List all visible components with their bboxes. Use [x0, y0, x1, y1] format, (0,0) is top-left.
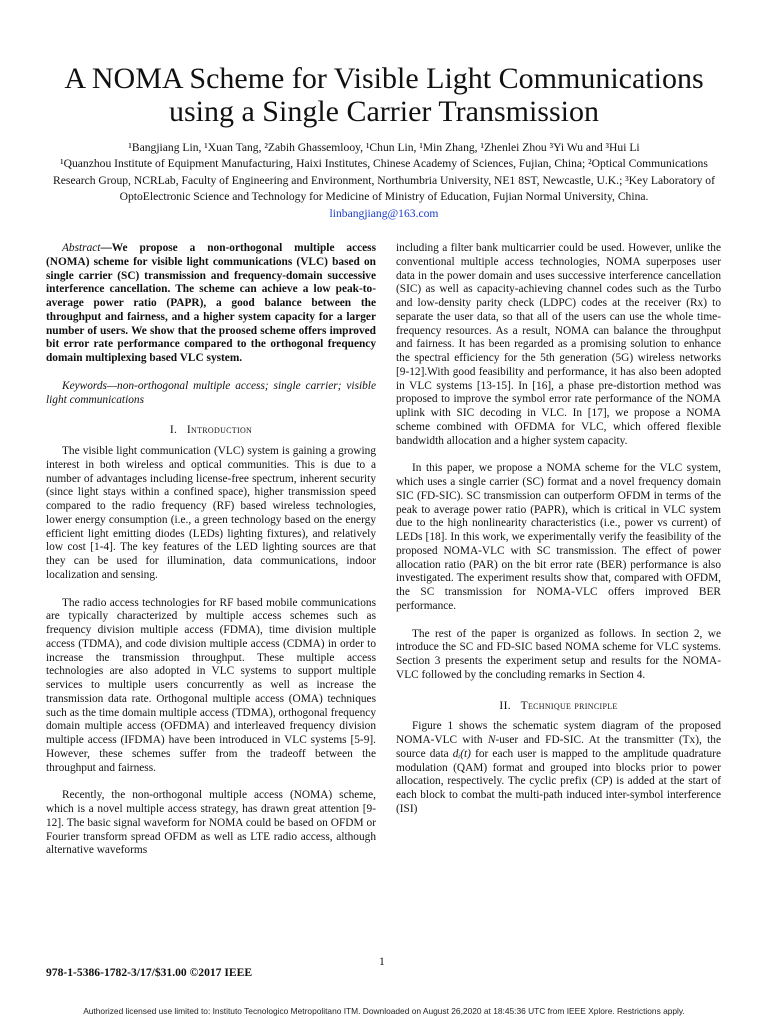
- isbn-footer: 978-1-5386-1782-3/17/$31.00 ©2017 IEEE: [46, 966, 253, 979]
- intro-paragraph-2: The radio access technologies for RF based mobile communications are typically characterized by multiple access schemes such as frequency division multiple access (FDMA), time division multiple access (TDMA), and code division multiple access (CDMA) in order to increase the transmission throughput. These multiple access technologies are also adopted in VLC systems to support multiple services to multiple users concurrently as well as increase the transmission data rate. Orthogonal multiple access (OMA) techniques such as the time domain multiple access (TDMA), orthogonal frequency domain multiple access (OFDMA) and interleaved frequency division multiple access (IFDMA) have been introduced in VLC systems [5-9]. However, these schemes suffer from the tradeoff between the throughput and fairness.: [46, 596, 376, 774]
- technique-paragraph-1: Figure 1 shows the schematic system diagram of the proposed NOMA-VLC with N-user and FD-SIC. At the transmitter (Tx), the source data dᵢ(t) for each user is mapped to the amplitude quadrature modulation (QAM) format and grouped into blocks prior to power allocation, respectively. The cyclic prefix (CP) is added at the start of each block to combat the multi-path induced inter-symbol interference (ISI): [396, 720, 722, 815]
- abstract-label: Abstract: [62, 242, 101, 254]
- abstract-text: —We propose a non-orthogonal multiple access (NOMA) scheme for visible light communications (VLC) based on single carrier (SC) transmission and frequency-domain successive interference cancellation. The scheme can achieve a low peak-to-average power ratio (PAPR), a good balance between the throughput and fairness, and a higher system capacity for a larger number of users. We show that the proosed scheme offers improved bit error rate performance compared to the orthogonal frequency domain multiplexing based VLC system.: [46, 242, 376, 364]
- intro-paragraph-6: The rest of the paper is organized as follows. In section 2, we introduce the SC and FD-SIC based NOMA scheme for VLC systems. Section 3 presents the experiment setup and results for the NOMA-VLC followed by the concluding remarks in Section 4.: [396, 627, 721, 681]
- right-column: [396, 242, 721, 817]
- title-line-1: A NOMA Scheme for Visible Light Communications: [64, 62, 704, 95]
- paper-title: [30, 62, 738, 128]
- keywords: Keywords—non-orthogonal multiple access; single carrier; visible light communications: [46, 379, 376, 406]
- abstract: [46, 242, 376, 366]
- page-number: 1: [379, 955, 385, 968]
- intro-paragraph-4: including a filter bank multicarrier could be used. However, unlike the conventional multiple access technologies, NOMA superposes user data in the power domain and uses successive interference cancellation (SIC) as well as capacity-achieving channel codes such as the Turbo and low-density parity check (LDPC) codes at the receiver (Rx) to separate the user data, so that all of the users can use the whole time-frequency resources. As a result, NOMA can balance the throughput and fairness. It has been regarded as a promising solution to enhance the spectral efficiency for the 5th generation (5G) wireless networks [9-12].With good feasibility and performance, it has also been adopted in VLC systems [13-15]. In [16], a phase pre-distortion method was proposed to improve the symbol error rate performance of the NOMA uplink with SIC decoding in VLC. In [17], we propose a NOMA scheme combined with OFDMA for VLC, which offered flexible bandwidth allocation and a higher system capacity.: [396, 242, 721, 447]
- left-column: [46, 242, 376, 858]
- title-line-2: using a Single Carrier Transmission: [168, 95, 599, 128]
- authorized-use-notice: Authorized licensed use limited to: Instituto Tecnologico Metropolitano ITM. Downloaded on August 26,2020 at 18:45:36 UTC from IEEE Xplore. Restrictions apply.: [83, 1006, 685, 1016]
- section-heading-technique: II. Technique principle: [499, 698, 618, 712]
- section-heading-introduction: I. Introduction: [169, 423, 253, 437]
- author-block: [50, 140, 718, 222]
- author-list: ¹Bangjiang Lin, ¹Xuan Tang, ²Zabih Ghassemlooy, ¹Chun Lin, ¹Min Zhang, ¹Zhenlei Zhou ³Yi Wu and ³Hui Li: [128, 141, 640, 154]
- affiliations: ¹Quanzhou Institute of Equipment Manufacturing, Haixi Institutes, Chinese Academy of Sciences, Fujian, China; ²Optical Communications Research Group, NCRLab, Faculty of Engineering and Environment, Northumbria University, NE1 8ST, Newcastle, U.K.; ³Key Laboratory of OptoElectronic Science and Technology for Medicine of Ministry of Education, Fujian Normal University, China.: [53, 157, 715, 204]
- author-email[interactable]: linbangjiang@163.com: [329, 206, 439, 220]
- intro-paragraph-3: Recently, the non-orthogonal multiple access (NOMA) scheme, which is a novel multiple access strategy, has drawn great attention [9-12]. The basic signal waveform for NOMA could be based on OFDM or Fourier transform spread OFDM as well as LTE radio access, although alternative waveforms: [46, 789, 376, 857]
- intro-paragraph-1: The visible light communication (VLC) system is gaining a growing interest in both wireless and optical communities. This is due to a number of advantages including license-free spectrum, inherent security (since light stays within a confined space), higher transmission speed compared to the radio frequency (RF) based wireless technologies, lower energy consumption (i.e., a green technology based on the energy efficient light emitting diodes (LEDs) lighting fixtures), and relatively low cost [1-4]. The key features of the LED lighting sources are that they can be used for illumination, data communications, indoor localization and sensing.: [46, 445, 376, 581]
- intro-paragraph-5: In this paper, we propose a NOMA scheme for the VLC system, which uses a single carrier (SC) format and a novel frequency domain SIC (FD-SIC). SC transmission can outperform OFDM in terms of the peak to average power ratio (PAPR), which is critical in VLC system due to the high nonlinearity characteristics (i.e., power vs current) of LEDs [18]. In this work, we experimentally verify the feasibility of the proposed NOMA-VLC with SC transmission. The effect of power allocation ratio (PAR) on the bit error rate (BER) performance is also investigated. The experiment results show that, compared with OFDM, the SC transmission for NOMA-VLC offers improved BER performance.: [396, 462, 721, 612]
